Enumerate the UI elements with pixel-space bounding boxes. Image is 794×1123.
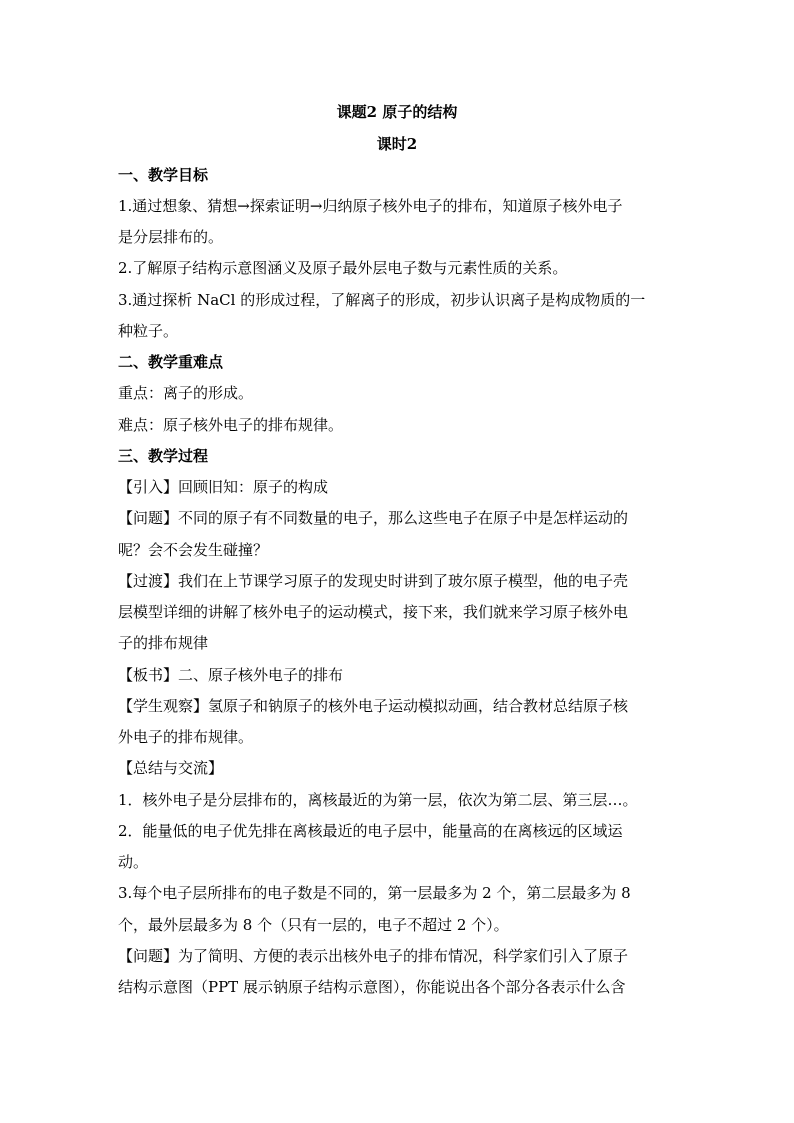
paragraph-line: 层模型详细的讲解了核外电子的运动模式，接下来，我们就来学习原子核外电: [118, 603, 629, 621]
paragraph-line: 难点：原子核外电子的排布规律。: [118, 416, 344, 434]
section-heading-key-points: 二、教学重难点: [118, 353, 224, 371]
paragraph-line: 【过渡】我们在上节课学习原子的发现史时讲到了玻尔原子模型，他的电子壳: [118, 572, 629, 590]
section-heading-process: 三、教学过程: [118, 447, 209, 465]
paragraph-line: 1．核外电子是分层排布的，离核最近的为第一层，依次为第二层、第三层…。: [118, 791, 638, 809]
paragraph-line: 动。: [118, 853, 149, 871]
paragraph-line: 2．能量低的电子优先排在离核最近的电子层中，能量高的在离核远的区域运: [118, 822, 623, 840]
paragraph-line: 个，最外层最多为 8 个（只有一层的，电子不超过 2 个）。: [118, 916, 509, 934]
paragraph-line: 1.通过想象、猜想→探索证明→归纳原子核外电子的排布，知道原子核外电子: [118, 197, 623, 215]
paragraph-line: 呢？会不会发生碰撞？: [118, 541, 269, 559]
paragraph-line: 种粒子。: [118, 322, 179, 340]
paragraph-line: 【问题】为了简明、方便的表示出核外电子的排布情况，科学家们引入了原子: [118, 947, 629, 965]
paragraph-line: 外电子的排布规律。: [118, 728, 254, 746]
paragraph-line: 3.每个电子层所排布的电子数是不同的，第一层最多为 2 个，第二层最多为 8: [118, 884, 631, 902]
paragraph-line: 重点：离子的形成。: [118, 384, 254, 402]
paragraph-line: 是分层排布的。: [118, 228, 224, 246]
paragraph-line: 【板书】二、原子核外电子的排布: [118, 666, 344, 684]
page-title: 课题2 原子的结构: [336, 103, 458, 121]
paragraph-line: 子的排布规律: [118, 634, 209, 652]
page-subtitle: 课时2: [376, 135, 418, 153]
paragraph-line: 【总结与交流】: [118, 759, 224, 777]
paragraph-line: 【引入】回顾旧知：原子的构成: [118, 478, 329, 496]
paragraph-line: 【学生观察】氢原子和钠原子的核外电子运动模拟动画，结合教材总结原子核: [118, 697, 629, 715]
paragraph-line: 2.了解原子结构示意图涵义及原子最外层电子数与元素性质的关系。: [118, 259, 568, 277]
paragraph-line: 结构示意图（PPT 展示钠原子结构示意图），你能说出各个部分各表示什么含: [118, 978, 626, 996]
section-heading-objectives: 一、教学目标: [118, 166, 209, 184]
paragraph-line: 3.通过探析 NaCl 的形成过程，了解离子的形成，初步认识离子是构成物质的一: [118, 291, 646, 309]
paragraph-line: 【问题】不同的原子有不同数量的电子，那么这些电子在原子中是怎样运动的: [118, 509, 629, 527]
